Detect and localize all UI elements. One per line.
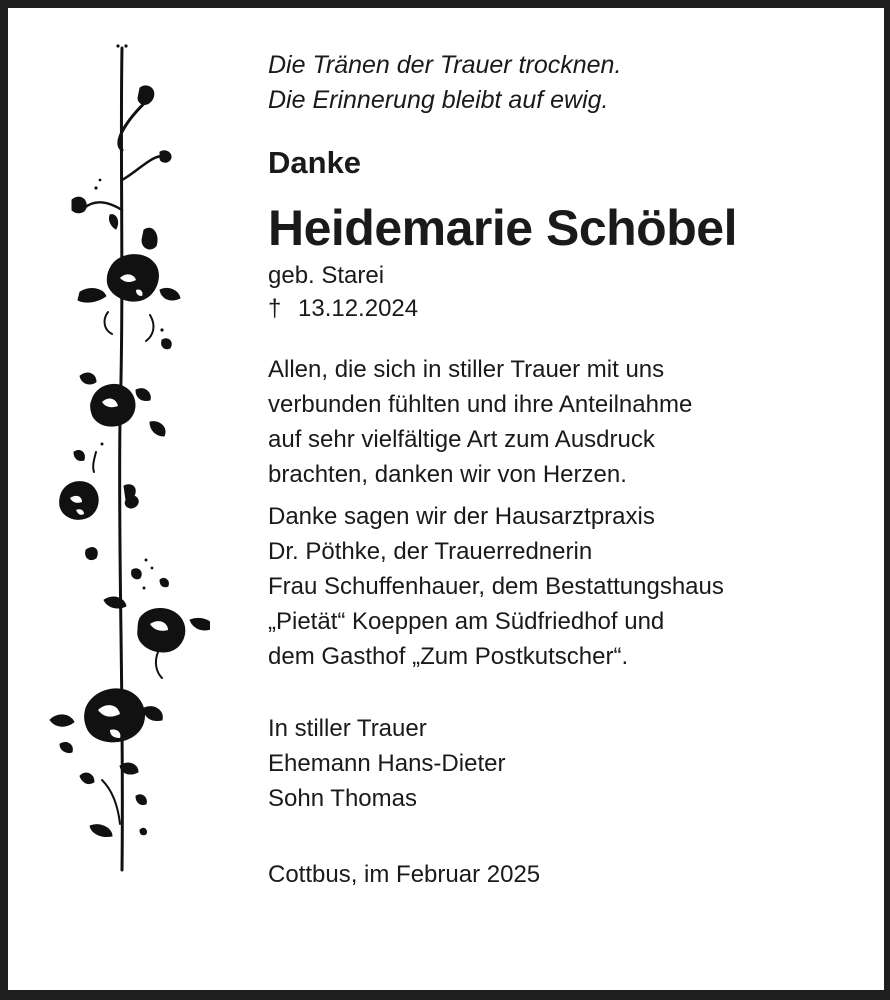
- acknowledgements-paragraph: [268, 499, 858, 674]
- paragraph-line: verbunden fühlten und ihre Anteilnahme: [268, 391, 693, 418]
- death-line: [268, 292, 858, 325]
- death-date: 13.12.2024: [298, 295, 419, 322]
- paragraph-line: „Pietät“ Koeppen am Südfriedhof und: [268, 608, 665, 635]
- motto-line: Die Tränen der Trauer trocknen.: [268, 51, 622, 79]
- motto: [268, 48, 858, 118]
- deceased-name: Heidemarie Schöbel: [268, 200, 737, 256]
- paragraph-line: dem Gasthof „Zum Postkutscher“.: [268, 643, 629, 670]
- paragraph-line: Danke sagen wir der Hausarztpraxis: [268, 503, 655, 530]
- place-date: Cottbus, im Februar 2025: [268, 861, 541, 888]
- signature-block: [268, 711, 858, 816]
- rose-vine-icon: [40, 40, 210, 920]
- thanks-paragraph: [268, 352, 858, 492]
- notice-content: [268, 48, 858, 892]
- signature-line: In stiller Trauer: [268, 715, 427, 742]
- paragraph-line: auf sehr vielfältige Art zum Ausdruck: [268, 426, 655, 453]
- paragraph-line: brachten, danken wir von Herzen.: [268, 461, 627, 488]
- paragraph-line: Allen, die sich in stiller Trauer mit uns: [268, 356, 665, 383]
- cross-symbol: †: [268, 295, 282, 322]
- signature-line: Sohn Thomas: [268, 785, 417, 812]
- paragraph-line: Frau Schuffenhauer, dem Bestattungshaus: [268, 573, 724, 600]
- paragraph-line: Dr. Pöthke, der Trauerrednerin: [268, 538, 593, 565]
- motto-line: Die Erinnerung bleibt auf ewig.: [268, 86, 609, 114]
- heading-danke: Danke: [268, 145, 362, 180]
- signature-line: Ehemann Hans-Dieter: [268, 750, 506, 777]
- birth-name: geb. Starei: [268, 262, 385, 289]
